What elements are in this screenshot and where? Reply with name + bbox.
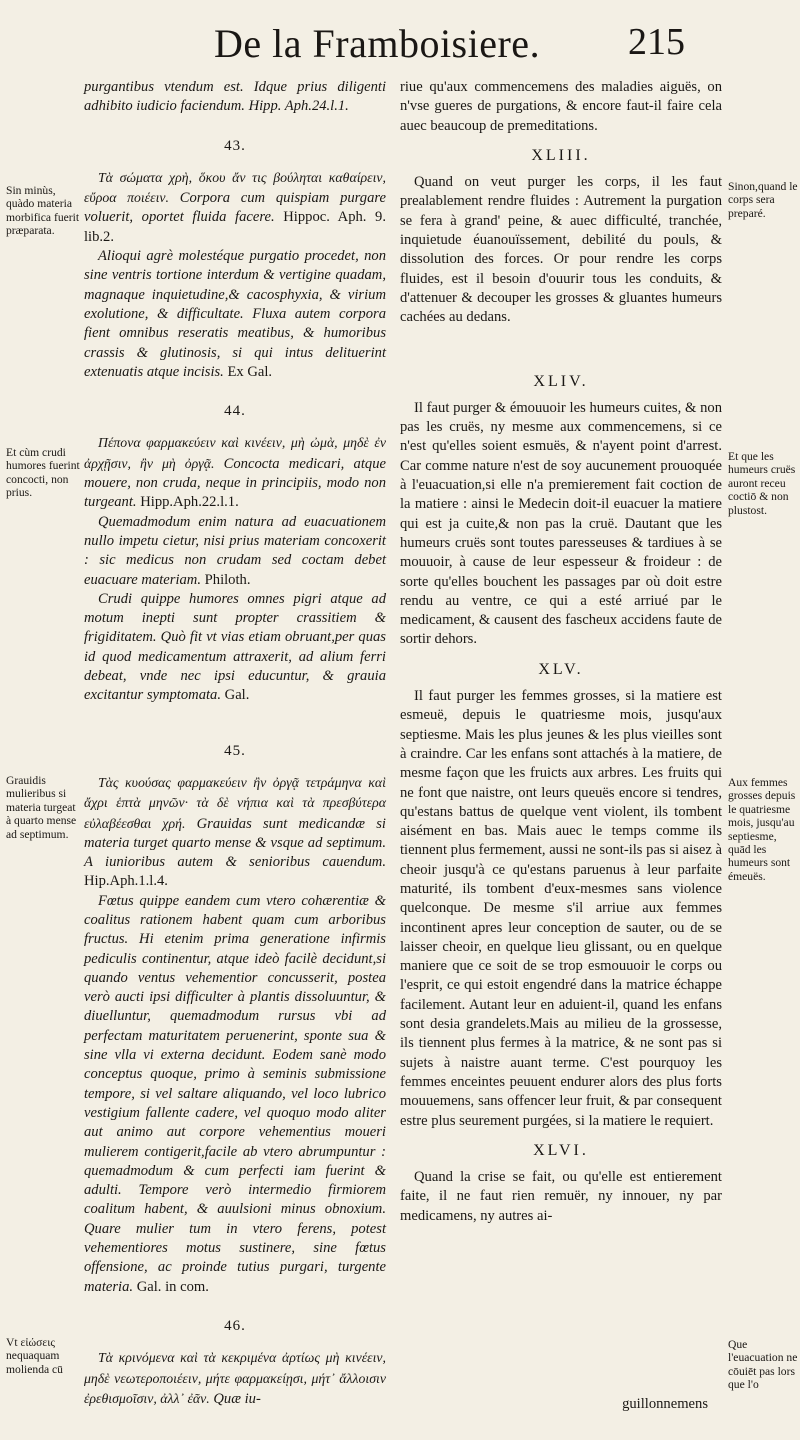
running-title: De la Framboisiere. — [214, 21, 541, 66]
section-heading-45: XLV. — [538, 660, 584, 678]
section-text-44: Il faut purger & émouuoir les humeurs cuites, & non pas les cruës, ny mesme aux commencemens, si ce n'est qu'elles soient esmuës, & n'ayent point d'arrest. Car comme nature n'est de soy aucunement prouoquée à l'euacuation,si elle n'a premierement fait coction de la matiere : ainsi le Medecin doit-il euacuer la matiere qui est ja cuite,& non pas la cruë. Dautant que les humeurs cruës sont toutes paresseuses & tardiues à se mouuoir, à cause de leur espesseur & froideur : de sorte qu'elles bouchent les passages par où doit estre rendu au ventre, ce qui a esté arriué par le medicament, & causent des fascheux accidens faute de sortir dehors. — [400, 399, 722, 648]
greek-text: Τὰ σώματα χρὴ, ὅκου ἄν τις βούληται καθαίρειν, εὔροα ποιέειν. — [84, 169, 386, 206]
commentary-reference: Gal. in com. — [136, 1278, 209, 1295]
margin-note-right-43: Sinon,quand le corps sera preparé. — [728, 180, 798, 220]
page-header — [0, 14, 800, 74]
margin-note-right-44: Et que les humeurs cruës auront receu coctiō & non plustost. — [728, 450, 796, 517]
greek-text: Πέπονα φαρμακεύειν καὶ κινέειν, μὴ ὠμὰ, μηδὲ ἐν ἀρχῇσιν, ἢν μὴ ὀργᾷ. — [84, 435, 386, 471]
page-number: 215 — [628, 21, 685, 63]
aphorism-45 — [84, 773, 386, 892]
left-column — [84, 78, 386, 1409]
commentary-text: Fœtus quippe eandem cum vtero cohærentiæ & coalitus rationem habent quam cum arboribus fructus. Hi etenim prima generatione infirmis pediculis continentur, atque ideò facilè decidunt,si quando ventus vehementior concusserit, postea verò aucti ipsi difficulter à plantis dissoluuntur, & diuelluntur, quemadmodum rursus vbi ad perfectam maturitatem peruenerint, sponte sua & sine vlla vi externa decidunt. Eodem sanè modo conceptus quoque, primo à seminis submissione tempore, si vel saltare aliquando, vel loco lubrico vestigium fallente cadere, vel quoquo modo aliter aut animo aut corpore vehementius moueri mulierem contigerit,facile ab vtero abrumpuntur : quemadmodum & cum perfecti iam fuerint & adulti. Tempore verò intermedio firmiorem coalitum habent, & auulsioni minus obnoxium. Quare mulier tum in vtero ferens, potest vehementiores motus sustinere, sine fœtus offensione, ac proinde tutius purgari, turgente materia. — [84, 892, 386, 1295]
margin-note-right-46: Que l'euacuation ne cōuiēt pas lors que l'o — [728, 1338, 798, 1392]
latin-text: Concocta medicari, atque mouere, non cruda, neque in principiis, modo non turgeant. — [84, 455, 386, 511]
margin-note-left-43: Sin minùs, quàdo materia morbifica fuerit præparata. — [6, 184, 80, 238]
aphorism-number-43: 43. — [224, 137, 246, 154]
aphorism-44 — [84, 433, 386, 512]
commentary-text: Crudi quippe humores omnes pigri atque ad motum inepti sunt propter crassitiem & frigiditatem. Quò fit vt vias etiam obruant,per quas id quod medicamentum attraxerit, ad alium ferri debeat, vnde nec ipsi educuntur, & grauia excitantur symptomata. — [84, 590, 386, 704]
commentary-43 — [84, 247, 386, 382]
commentary-text: Alioqui agrè molestéque purgatio procedet, non sine ventris tortione interdum & vertigine quadam, magnaque inquietudine,& cacosphyxia, & virium exolutione, & difficultate. Fluxa autem corpora fient omnibus reseratis meatibus, & humoribus crassis & glutinosis, si qui intus delituerint extenuatis atque incisis. — [84, 248, 386, 380]
section-heading-44: XLIV. — [533, 372, 589, 390]
right-opening-text: riue qu'aux commencemens des maladies aiguës, on n'vse gueres de purgations, & encore faut-il faire cela auec beaucoup de premeditations. — [400, 79, 722, 134]
aphorism-reference: Hipp.Aph.22.l.1. — [140, 494, 239, 511]
section-text-45: Il faut purger les femmes grosses, si la matiere est esmeuë, depuis le quatriesme mois, jusqu'aux septiesme. Mais les plus jeunes & les plus vieilles sont à craindre. Car les enfans sont attachés à la matiere, de mesme façon que les fruicts aux arbres. Les fruits qui ne font que naistre, ont leurs queuës encore si tendres, qu'estans battus de quelque vent violent, ils tombent aisément en bas. Mais auec le temps comme ils tiennent plus fermement, aussi ne sont-ils pas si aisez à cheoir jusqu'à ce qu'estans paruenus à leur parfaite maturité, ils tombent d'eux-mesmes sans violence quelconque. De mesme s'il arriue aux femmes incontinent apres leur conception de sauter, ou de se laisser cheoir, en quelque lieu glissant, ou en quelque maniere que ce soit de se trop esmouuoir le corps ou l'esprit, ce qui estoit engendré dans la matrice échappe facilement. Autant leur en aduient-il, quand les enfans sont desia grandelets.Mais au milieu de la grossesse, ils tiennent plus fermes à la matrice, & ne sont pas si sujets à naistre auant terme. C'est pourquoy les femmes enceintes peuuent endurer alors des plus forts mouuemens, sans offencer leur fruit, & par consequent estre plus seurement purgées, si la matiere le requiert. — [400, 688, 722, 1129]
greek-text: Τὰς κυούσας φαρμακεύειν ἢν ὀργᾷ τετράμηνα καὶ ἄχρι ἑπτὰ μηνῶν· τὰ δὲ νήπια καὶ τὰ πρεσβύτερα εὐλαβέεσθαι χρή. — [84, 774, 386, 831]
commentary-reference: Philoth. — [204, 571, 251, 588]
catchword: guillonnemens — [622, 1396, 708, 1412]
commentary-45 — [84, 892, 386, 1297]
aphorism-number-44: 44. — [224, 403, 246, 420]
aphorism-reference: Hippoc. Aph. 9. lib.2. — [84, 209, 386, 245]
right-column — [400, 78, 722, 1226]
section-heading-46: XLVI. — [533, 1141, 589, 1159]
section-text-43: Quand on veut purger les corps, il les faut prealablement rendre fluides : Autrement la purgation se fera à grand' peine, & auec difficulté, tranchée, inquietude éuanouïssement, debilité du pouls, & dissolution des forces. Or pour rendre les corps fluides, est il besoin d'ouurir tous les conduits, & d'attenuer & decouper les grosses & gluantes humeurs cachées au dedans. — [400, 174, 722, 326]
margin-note-left-45: Grauidis mulieribus si materia turgeat à quarto mense ad septimum. — [6, 774, 77, 841]
commentary-text: Quemadmodum enim natura ad euacuationem nullo impetu cietur, nisi prius materiam concoxerit : sic medicus non crudam sed coctam debet euacuare materiam. — [84, 513, 386, 588]
aphorism-number-46: 46. — [224, 1317, 246, 1334]
commentary-reference: Ex Gal. — [227, 363, 273, 380]
latin-text: Quæ iu- — [213, 1390, 261, 1407]
section-text-46: Quand la crise se fait, ou qu'elle est entierement faite, il ne faut rien remuër, ny innouer, ny par medicamens, ny autres ai- — [400, 1169, 722, 1224]
section-heading-43: XLIII. — [531, 146, 591, 164]
margin-note-left-46: Vt εἰώσεις nequaquam molienda cū — [6, 1336, 63, 1376]
latin-text: Corpora cum quispiam purgare voluerit, oportet fluida facere. — [84, 190, 387, 226]
commentary-44a — [84, 513, 386, 590]
margin-note-left-44: Et cùm crudi humores fuerint concocti, non prius. — [6, 446, 80, 500]
commentary-44b — [84, 590, 386, 706]
commentary-reference: Gal. — [224, 687, 250, 704]
aphorism-46 — [84, 1348, 386, 1409]
aphorism-reference: Hip.Aph.1.l.4. — [84, 873, 168, 890]
greek-text: Τὰ κρινόμενα καὶ τὰ κεκριμένα ἀρτίως μὴ κινέειν, μηδὲ νεωτεροποιέειν, μήτε φαρμακείῃσι, μήτ᾽ ἄλλοισιν ἐρεθισμοῖσιν, ἀλλ᾽ ἐᾶν. — [84, 1350, 386, 1406]
margin-note-right-45: Aux femmes grosses depuis le quatriesme mois, jusqu'au septiesme, quād les humeurs sont émeuës. — [728, 776, 796, 883]
aphorism-number-45: 45. — [224, 742, 246, 759]
aphorism-43 — [84, 168, 386, 247]
left-opening-text: purgantibus vtendum est. Idque prius diligenti adhibito iudicio faciendum. Hipp. Aph.24.l.1. — [84, 79, 386, 115]
latin-text: Grauidas sunt medicandæ si materia turget quarto mense & vsque ad septimum. A iunioribus autem & senioribus cauendum. — [84, 815, 386, 871]
